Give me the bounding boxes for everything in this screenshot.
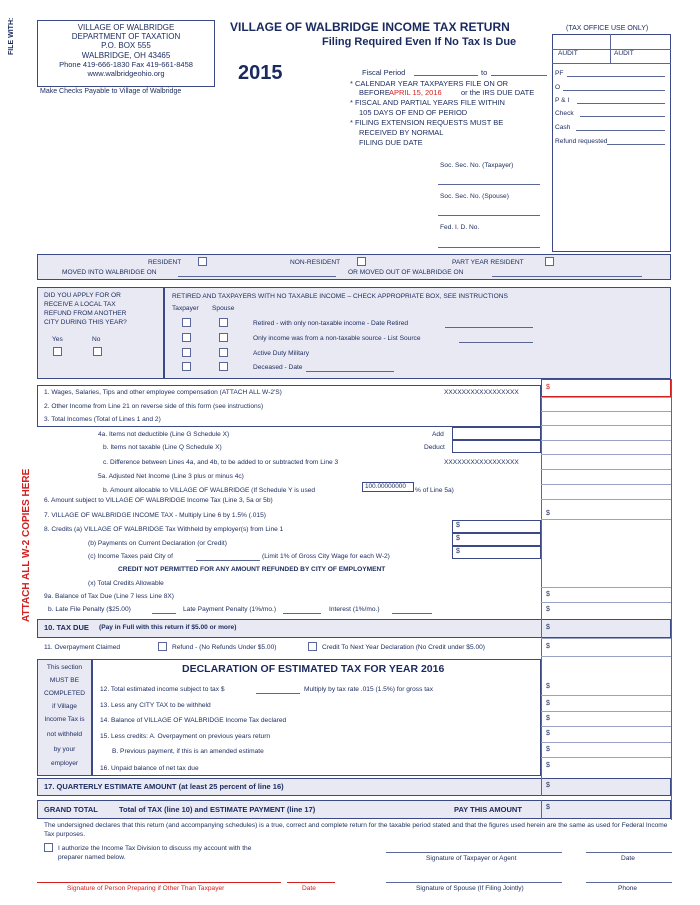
non-resident-checkbox[interactable] — [357, 257, 366, 266]
line-9b: b. Late File Penalty ($25.00) — [48, 606, 131, 613]
note-3: * FISCAL AND PARTIAL YEARS FILE WITHIN — [350, 98, 505, 107]
ssn-taxpayer-field[interactable] — [438, 177, 540, 185]
fiscal-to-label: to — [481, 68, 488, 77]
line-4a-suffix: Add — [432, 431, 444, 438]
form-subtitle: Filing Required Even If No Tax Is Due — [322, 36, 517, 48]
local-tax-q4: CITY DURING THIS YEAR? — [44, 319, 127, 326]
form-title: VILLAGE OF WALBRIDGE INCOME TAX RETURN — [230, 20, 510, 34]
fiscal-period-label: Fiscal Period — [362, 68, 406, 77]
line-4a-amount[interactable] — [452, 427, 541, 440]
office-o: O — [555, 84, 561, 91]
local-tax-no-checkbox[interactable] — [93, 347, 102, 356]
deceased-spouse-checkbox[interactable] — [219, 362, 228, 371]
line-8c: (c) Income Taxes paid City of — [88, 553, 173, 560]
line-8c-city[interactable] — [196, 553, 260, 561]
authorize-line-2: preparer named below. — [58, 854, 126, 861]
interest-label: Interest (1%/mo.) — [329, 606, 380, 613]
military-spouse-checkbox[interactable] — [219, 348, 228, 357]
ssn-spouse-field[interactable] — [438, 208, 540, 216]
attach-w2-side-label: ATTACH ALL W-2 COPIES HERE — [21, 468, 32, 622]
note-1: * CALENDAR YEAR TAXPAYERS FILE ON OR — [350, 79, 509, 88]
line-4b-amount[interactable] — [452, 440, 541, 453]
line-10: 10. TAX DUE — [44, 623, 89, 632]
line-9a: 9a. Balance of Tax Due (Line 7 less Line 8X) — [44, 593, 175, 600]
note-2a: BEFORE — [359, 88, 390, 97]
military-taxpayer-checkbox[interactable] — [182, 348, 191, 357]
office-refund: Refund requested — [555, 138, 608, 145]
refund-checkbox[interactable] — [158, 642, 167, 651]
address-line-2: DEPARTMENT OF TAXATION — [71, 32, 181, 41]
late-payment-field[interactable] — [283, 606, 321, 614]
line-1-x: XXXXXXXXXXXXXXXXX — [444, 389, 519, 396]
late-payment-label: Late Payment Penalty (1%/mo.) — [183, 606, 277, 613]
interest-field[interactable] — [392, 606, 432, 614]
retired-taxpayer-checkbox[interactable] — [182, 318, 191, 327]
address-phone: Phone 419-666-1830 Fax 419-661-8458 — [59, 60, 193, 69]
nontaxable-taxpayer-checkbox[interactable] — [182, 333, 191, 342]
line-17-dollar: $ — [546, 782, 550, 789]
line-9b-dollar: $ — [546, 606, 550, 613]
decl-side-3: COMPLETED — [43, 690, 86, 697]
line-12-income-field[interactable] — [256, 686, 300, 694]
moved-out-label: OR MOVED OUT OF WALBRIDGE ON — [348, 269, 464, 276]
address-line-4: WALBRIDGE, OH 43465 — [81, 51, 171, 60]
line-8a-amount[interactable] — [452, 520, 541, 533]
line-11-dollar: $ — [546, 643, 550, 650]
line-3: 3. Total Incomes (Total of Lines 1 and 2) — [44, 416, 161, 423]
tax-year: 2015 — [238, 62, 283, 84]
line-4c: c. Difference between Lines 4a, and 4b, to be added to or subtracted from Line 3 — [103, 459, 339, 466]
moved-out-date[interactable] — [492, 269, 642, 277]
line-12: 12. Total estimated income subject to tax $ — [100, 686, 225, 693]
line-17: 17. QUARTERLY ESTIMATE AMOUNT (at least 25 percent of line 16) — [44, 782, 284, 791]
date-label-1: Date — [621, 855, 635, 862]
local-tax-yes-checkbox[interactable] — [53, 347, 62, 356]
line-15: 15. Less credits: A. Overpayment on previous years return — [100, 733, 271, 740]
office-check: Check — [555, 110, 574, 117]
authorize-checkbox[interactable] — [44, 843, 53, 852]
line-4a: 4a. Items not deductible (Line G Schedule X) — [98, 431, 230, 438]
date-label-2: Date — [302, 885, 316, 892]
note-5: * FILING EXTENSION REQUESTS MUST BE — [350, 118, 504, 127]
address-line-1: VILLAGE OF WALBRIDGE — [77, 23, 175, 32]
pay-this-amount: PAY THIS AMOUNT — [454, 805, 522, 814]
moved-into-date[interactable] — [178, 269, 336, 277]
line-13-dollar: $ — [546, 700, 550, 707]
line-4b: b. Items not taxable (Line Q Schedule X) — [103, 444, 222, 451]
line-13: 13. Less any CITY TAX to be withheld — [100, 702, 211, 709]
line-14: 14. Balance of VILLAGE OF WALBRIDGE Income Tax declared — [100, 717, 287, 724]
authorize-line-1: I authorize the Income Tax Division to discuss my account with the — [58, 845, 252, 852]
ssn-taxpayer-label: Soc. Sec. No. (Taxpayer) — [440, 162, 514, 169]
line-1-amount-box[interactable] — [541, 379, 671, 397]
due-date: APRIL 15, 2016 — [389, 88, 442, 97]
line-16-dollar: $ — [546, 762, 550, 769]
nontaxable-spouse-checkbox[interactable] — [219, 333, 228, 342]
note-2b: or the IRS DUE DATE — [461, 88, 535, 97]
sig-spouse-label: Signature of Spouse (If Filing Jointly) — [416, 885, 524, 892]
address-website[interactable]: www.walbridgeohio.org — [87, 69, 165, 78]
retired-option-3: Active Duty Military — [253, 350, 310, 357]
sig-preparer-label: Signature of Person Preparing if Other Than Taxpayer — [67, 885, 225, 892]
line-8a: 8. Credits (a) VILLAGE OF WALBRIDGE Tax Withheld by employer(s) from Line 1 — [44, 526, 284, 533]
fed-id-label: Fed. I. D. No. — [440, 224, 480, 231]
line-8c-limit: (Limit 1% of Gross City Wage for each W-2) — [262, 553, 390, 560]
line-10-note: (Pay in Full with this return if $5.00 or more) — [99, 624, 237, 631]
sig-taxpayer-label: Signature of Taxpayer or Agent — [426, 855, 517, 862]
note-7: FILING DUE DATE — [359, 138, 423, 147]
decl-side-1: This section — [46, 664, 83, 671]
line-11-credit: Credit To Next Year Declaration (No Credit under $5.00) — [322, 644, 485, 651]
deceased-date-field[interactable] — [306, 364, 394, 372]
checks-payable-note: Make Checks Payable to Village of Walbridge — [40, 88, 182, 95]
line-5b-suffix: % of Line 5a) — [415, 487, 454, 494]
line-11: 11. Overpayment Claimed — [44, 644, 121, 651]
line-1-dollar: $ — [546, 384, 550, 391]
line-8a-dollar: $ — [456, 522, 460, 529]
line-4b-suffix: Deduct — [424, 444, 445, 451]
office-cash: Cash — [555, 124, 571, 131]
deceased-taxpayer-checkbox[interactable] — [182, 362, 191, 371]
decl-side-4: if Village — [52, 703, 77, 710]
grand-total-label: GRAND TOTAL — [44, 805, 98, 814]
decl-side-8: employer — [50, 760, 79, 767]
fiscal-period-from[interactable] — [414, 68, 478, 76]
decl-side-2: MUST BE — [49, 677, 80, 684]
ssn-spouse-label: Soc. Sec. No. (Spouse) — [440, 193, 509, 200]
line-12-multiply: Multiply by tax rate .015 (1.5%) for gross tax — [304, 686, 433, 693]
no-label: No — [92, 336, 101, 343]
line-15a-dollar: $ — [546, 730, 550, 737]
line-4c-x: XXXXXXXXXXXXXXXXX — [444, 459, 519, 466]
tax-office-use-label: (TAX OFFICE USE ONLY) — [566, 25, 649, 32]
date-retired-field[interactable] — [445, 320, 533, 328]
credit-note: CREDIT NOT PERMITTED FOR ANY AMOUNT REFUNDED BY CITY OF EMPLOYMENT — [118, 566, 386, 573]
fiscal-period-to[interactable] — [491, 68, 547, 76]
office-pf: PF — [555, 70, 564, 77]
line-2: 2. Other Income from Line 21 on reverse side of this form (see instructions) — [44, 403, 264, 410]
line-1: 1. Wages, Salaries, Tips and other employee compensation (ATTACH ALL W-2'S) — [44, 389, 282, 396]
line-8b-amount[interactable] — [452, 533, 541, 546]
line-8c-amount[interactable] — [452, 546, 541, 559]
decl-side-7: by your — [53, 746, 76, 753]
part-year-label: PART YEAR RESIDENT — [452, 259, 524, 266]
note-6: RECEIVED BY NORMAL — [359, 128, 444, 137]
line-15b: B. Previous payment, if this is an amended estimate — [112, 748, 264, 755]
resident-checkbox[interactable] — [198, 257, 207, 266]
taxpayer-col-label: Taxpayer — [172, 305, 199, 312]
line-8b: (b) Payments on Current Declaration (or Credit) — [88, 540, 227, 547]
line-8b-dollar: $ — [456, 535, 460, 542]
line-5b: b. Amount allocable to VILLAGE OF WALBRIDGE (If Schedule Y is used — [103, 487, 316, 494]
local-tax-q1: DID YOU APPLY FOR OR — [44, 292, 121, 299]
audit-label-2: AUDIT — [614, 50, 634, 57]
retired-option-1: Retired - with only non-taxable income - Date Retired — [253, 320, 409, 327]
yes-label: Yes — [52, 336, 63, 343]
retired-heading: RETIRED AND TAXPAYERS WITH NO TAXABLE INCOME – CHECK APPROPRIATE BOX, SEE INSTRUCTIONS — [172, 293, 508, 300]
retired-option-4: Deceased - Date — [253, 364, 303, 371]
line-15b-dollar: $ — [546, 746, 550, 753]
audit-label-1: AUDIT — [558, 50, 578, 57]
local-tax-q3: REFUND FROM ANOTHER — [44, 310, 127, 317]
line-6: 6. Amount subject to VILLAGE OF WALBRIDGE Income Tax (Line 3, 5a or 5b) — [44, 497, 273, 504]
grand-total-text: Total of TAX (line 10) and ESTIMATE PAYMENT (line 17) — [119, 805, 316, 814]
resident-label: RESIDENT — [148, 259, 182, 266]
part-year-checkbox[interactable] — [545, 257, 554, 266]
retired-option-2: Only income was from a non-taxable source - List Source — [253, 335, 421, 342]
list-source-field[interactable] — [459, 335, 533, 343]
line-8x: (x) Total Credits Allowable — [88, 580, 164, 587]
line-16: 16. Unpaid balance of net tax due — [100, 765, 199, 772]
certification-text: The undersigned declares that this return (and accompanying schedules) is a true, correct and complete return for the taxable period stated and that the figures used herein are the same as used for Federal Income Tax purposes. — [44, 822, 668, 838]
line-11-refund: Refund - (No Refunds Under $5.00) — [172, 644, 277, 651]
address-line-3: P.O. BOX 555 — [101, 41, 151, 50]
line-7: 7. VILLAGE OF WALBRIDGE INCOME TAX - Multiply Line 6 by 1.5% (.015) — [44, 512, 266, 519]
late-file-penalty-field[interactable] — [152, 606, 176, 614]
spouse-col-label: Spouse — [212, 305, 235, 312]
local-tax-q2: RECEIVE A LOCAL TAX — [44, 301, 116, 308]
decl-side-6: not withheld — [46, 731, 83, 738]
credit-next-year-checkbox[interactable] — [308, 642, 317, 651]
note-4: 105 DAYS OF END OF PERIOD — [359, 108, 468, 117]
line-10-dollar: $ — [546, 624, 550, 631]
decl-side-5: Income Tax is — [44, 716, 85, 723]
grand-total-dollar: $ — [546, 804, 550, 811]
declaration-title: DECLARATION OF ESTIMATED TAX FOR YEAR 2016 — [182, 663, 445, 675]
moved-into-label: MOVED INTO WALBRIDGE ON — [62, 269, 157, 276]
office-pi: P & I — [555, 97, 570, 104]
line-14-dollar: $ — [546, 715, 550, 722]
retired-spouse-checkbox[interactable] — [219, 318, 228, 327]
line-8c-dollar: $ — [456, 548, 460, 555]
line-12-dollar: $ — [546, 683, 550, 690]
phone-label: Phone — [618, 885, 638, 892]
line-9a-dollar: $ — [546, 591, 550, 598]
file-with-label: FILE WITH: — [8, 17, 15, 55]
line-5a: 5a. Adjusted Net Income (Line 3 plus or minus 4c) — [98, 473, 244, 480]
non-resident-label: NON-RESIDENT — [290, 259, 341, 266]
fed-id-field[interactable] — [438, 240, 540, 248]
line-5b-percent: 100.00000000 — [365, 483, 406, 490]
line-7-dollar: $ — [546, 510, 550, 517]
